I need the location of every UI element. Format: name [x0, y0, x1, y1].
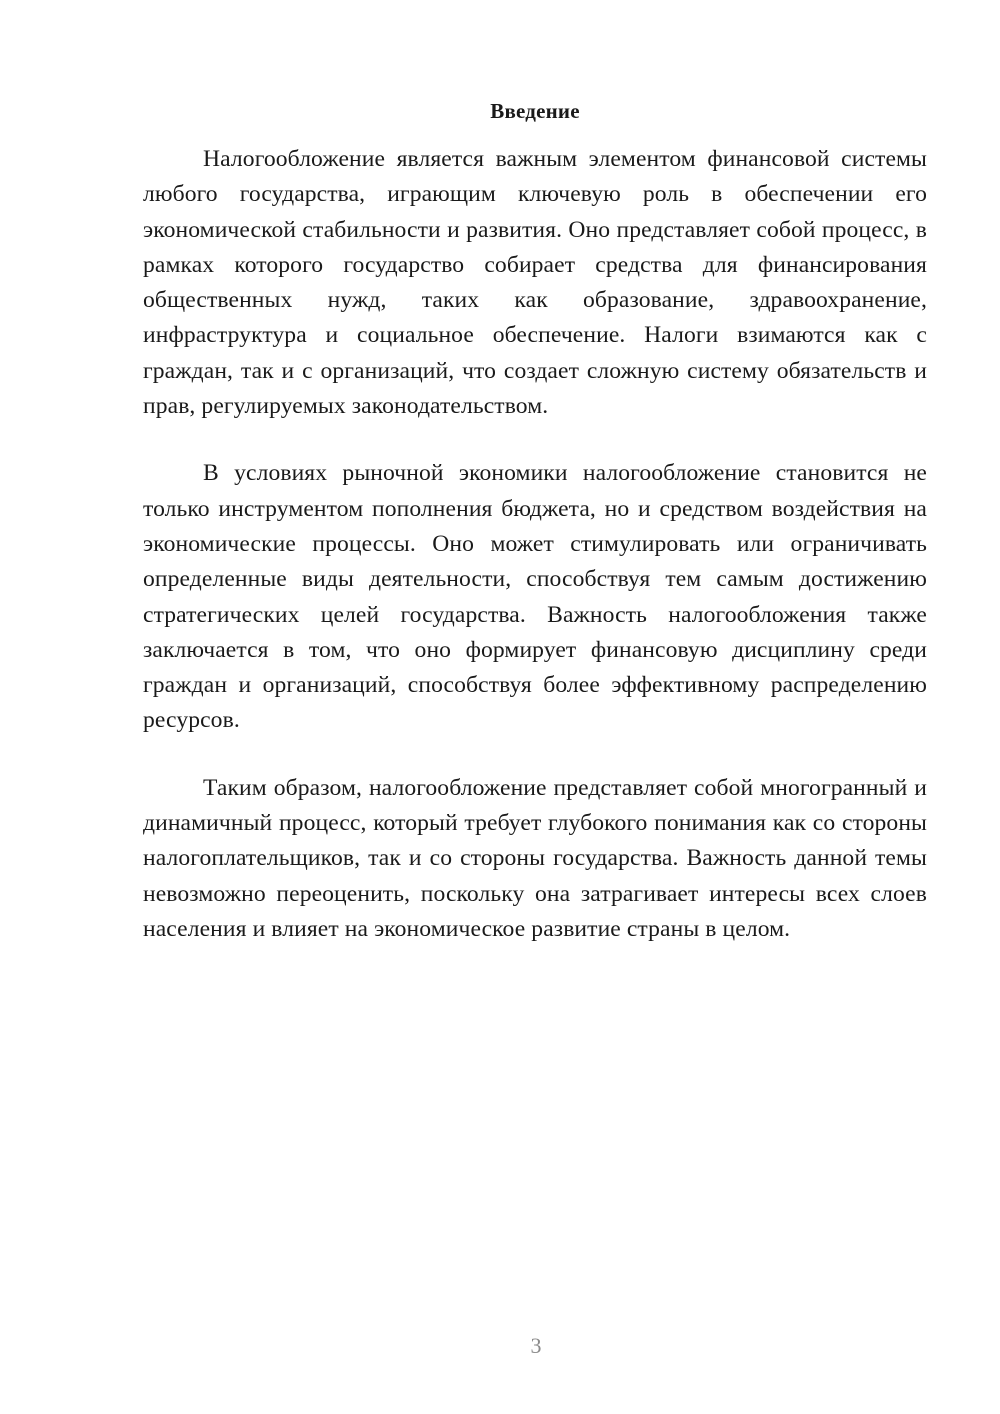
page-number: 3 — [530, 1333, 542, 1358]
section-title: Введение — [490, 99, 580, 123]
paragraph-3: Таким образом, налогообложение представляет собой многогранный и динамичный процесс, который требует глубокого понимания как со стороны налогоплательщиков, так и со стороны государства. Важность данной темы невозможно переоценить, поскольку она затрагивает интересы всех слоев населения и влияет на экономическое развитие страны в целом. — [143, 774, 927, 942]
paragraph-1: Налогообложение является важным элементом финансовой системы любого государства, играющим ключевую роль в обеспечении его экономической стабильности и развития. Оно представляет собой процесс, в рамках которого государство собирает средства для финансирования общественных нужд, таких как образование, здравоохранение, инфраструктура и социальное обеспечение. Налоги взимаются как с граждан, так и с организаций, что создает сложную систему обязательств и прав, регулируемых законодательством. — [143, 146, 927, 420]
paragraph-2: В условиях рыночной экономики налогообложение становится не только инструментом пополнения бюджета, но и средством воздействия на экономические процессы. Оно может стимулировать или ограничивать определенные виды деятельности, способствуя тем самым достижению стратегических целей государства. Важность налогообложения также заключается в том, что оно формирует финансовую дисциплину среди граждан и организаций, способствуя более эффективному распределению ресурсов. — [143, 460, 927, 734]
page-content — [143, 96, 927, 979]
